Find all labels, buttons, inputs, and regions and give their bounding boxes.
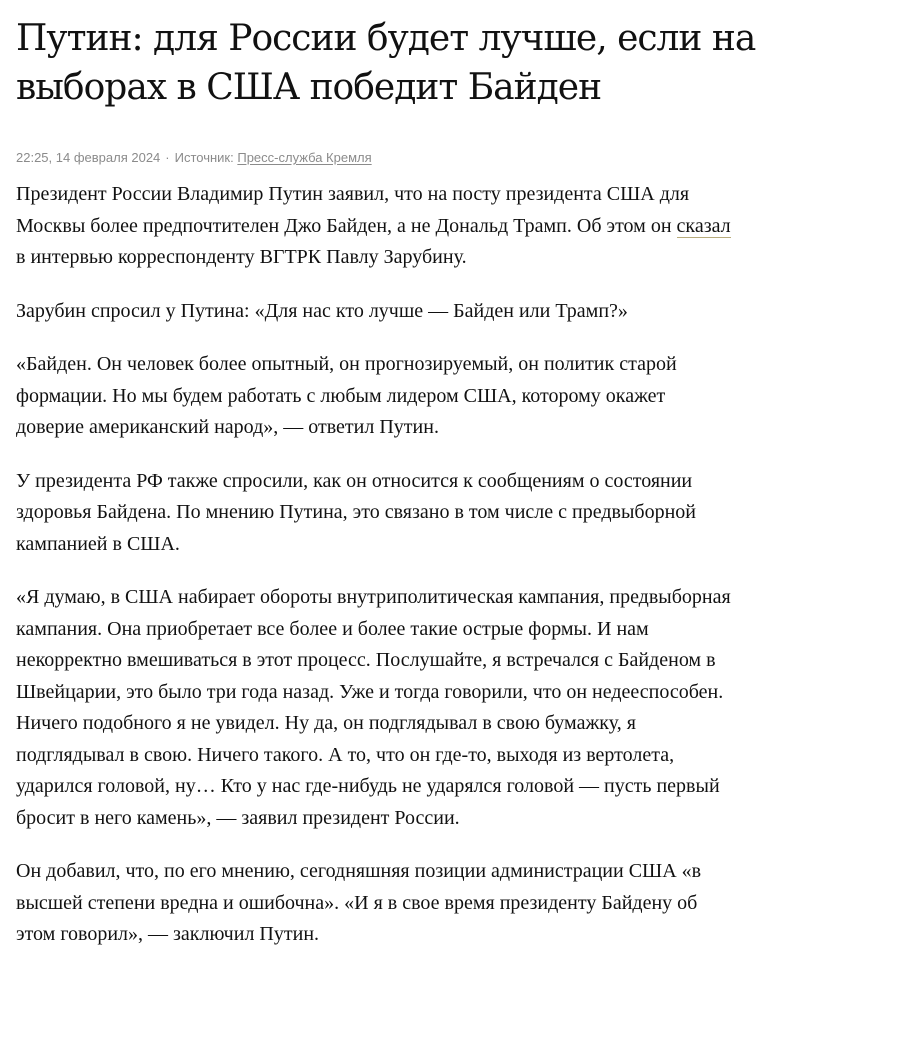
article-body xyxy=(16,179,738,951)
article-title: Путин: для России будет лучше, если на выборах в США победит Байден xyxy=(16,18,756,108)
interview-link[interactable]: сказал xyxy=(676,214,731,237)
article-paragraph-2: Зарубин спросил у Путина: «Для нас кто лучше — Байден или Трамп?» xyxy=(16,299,628,322)
article-paragraph-6: Он добавил, что, по его мнению, сегодняшняя позиции администрации США «в высшей степени вредна и ошибочна». «И я в свое время президенту Байдену об этом говорил», — заключил Путин. xyxy=(16,860,702,945)
source-label: Источник: xyxy=(174,150,234,165)
meta-separator: · xyxy=(165,150,170,165)
article-paragraph-4: У президента РФ также спросили, как он относится к сообщениям о состоянии здоровья Байдена. По мнению Путина, это связано в том числе с предвыборной кампанией в США. xyxy=(16,469,696,555)
article-paragraph-1 xyxy=(16,179,738,274)
article-meta xyxy=(16,148,902,168)
source-link[interactable]: Пресс-служба Кремля xyxy=(237,150,372,165)
article-paragraph-3: «Байден. Он человек более опытный, он прогнозируемый, он политик старой формации. Но мы будем работать с любым лидером США, которому окажет доверие американский народ», — ответил Путин. xyxy=(16,353,677,438)
publish-datetime: 22:25, 14 февраля 2024 xyxy=(16,150,161,165)
paragraph-1-text-end: в интервью корреспонденту ВГТРК Павлу Зарубину. xyxy=(16,246,467,268)
paragraph-1-text-start: Президент России Владимир Путин заявил, что на посту президента США для Москвы более предпочтителен Джо Байден, а не Дональд Трамп. Об этом он xyxy=(16,183,690,237)
article-paragraph-5: «Я думаю, в США набирает обороты внутриполитическая кампания, предвыборная кампания. Она приобретает все более и более такие острые формы. И нам некорректно вмешиваться в этот процесс. Послушайте, я встречался с Байденом в Швейцарии, это было три года назад. Уже и тогда говорили, что он недееспособен. Ничего подобного я не увидел. Ну да, он подглядывал в свою бумажку, я подглядывал в свою. Ничего такого. А то, что он где-то, выходя из вертолета, ударился головой, ну… Кто у нас где-нибудь не ударялся головой — пусть первый бросит в него камень», — заявил президент России. xyxy=(16,586,731,829)
